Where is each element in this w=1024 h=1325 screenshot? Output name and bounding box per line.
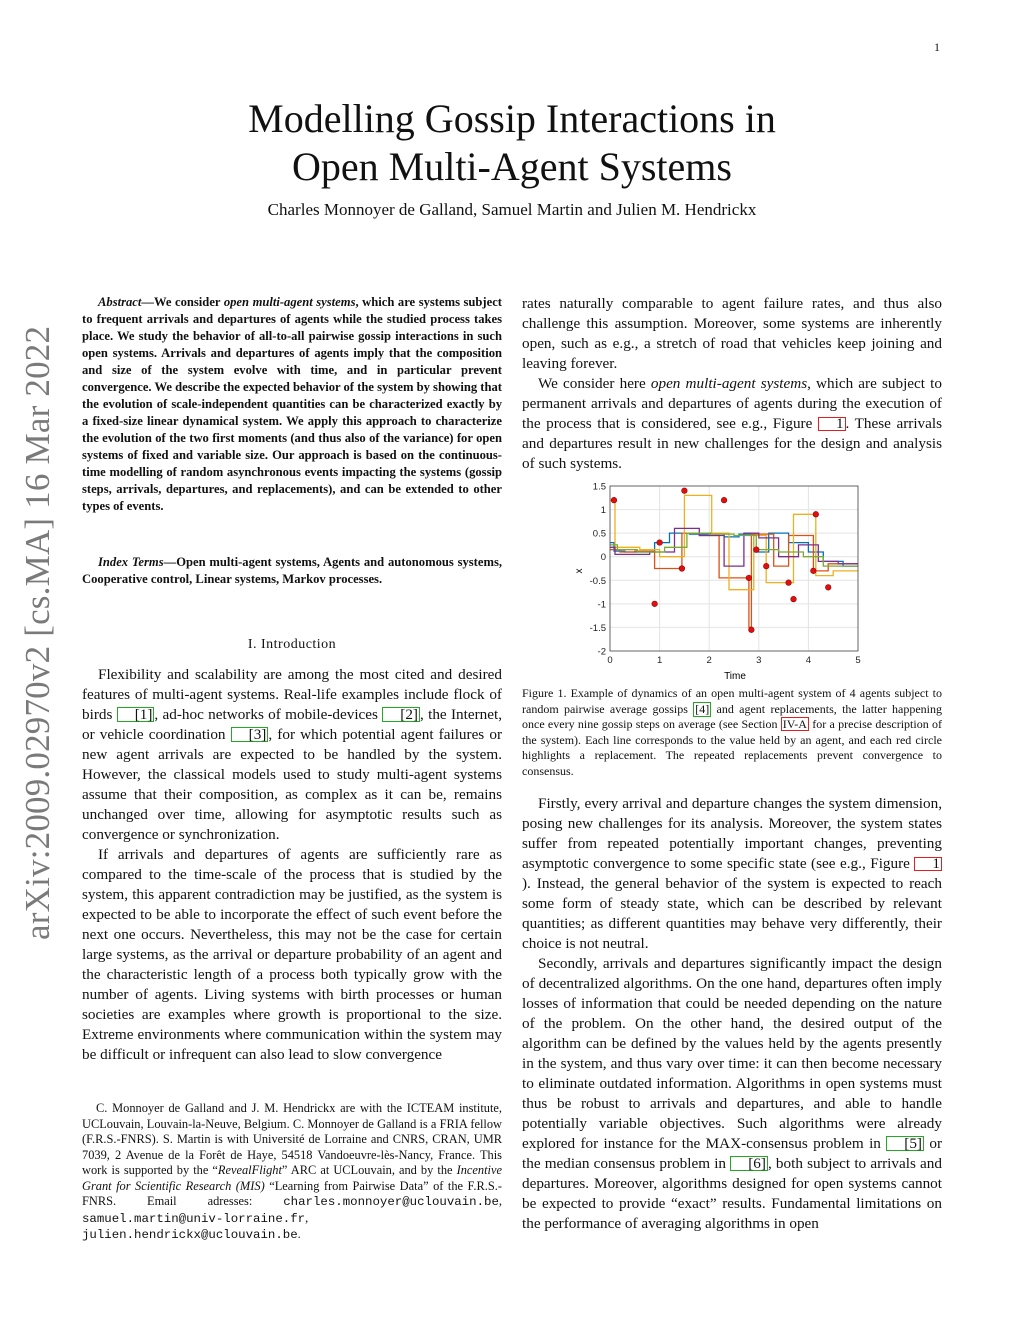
right-paragraph-2 [522, 374, 942, 474]
abstract-text: , which are systems subject to frequent arrivals and departures of agents while the studied process takes place. We study the behavior of all-to-all pairwise gossip interactions in such open systems. Arrivals and departures of agents imply that the composition and size of the system evolve with time, and in particular prevent convergence. We describe the expected behavior of the system by showing that the evolution of scale-independent quantities can be characterized exactly by a fixed-size linear dynamical system. We apply this approach to characterize the evolution of the two first moments (and thus also of the variance) for open systems of fixed and variable size. Our approach is based on the continuous-time modelling of random asynchronous events impacting the systems (gossip steps, arrivals, departures, and replacements), and can be extended to other types of events. [82, 295, 502, 513]
replacement-marker [721, 497, 727, 503]
abstract-dash: —We consider [141, 295, 224, 309]
figure-1-caption [522, 686, 942, 779]
right-p3-b: ). Instead, the general behavior of the system is expected to reach some form of steady state, which can be described by relevant quantities; as different quantities may behave very differently, their choice is not neutral. [522, 875, 942, 952]
y-tick-label: -1.5 [589, 622, 606, 634]
intro-p1-d: , for which potential agent failures or new agent arrivals are expected to be handled by the system. However, the classical models used to study multi-agent systems assume that their composition, as complex as it can be, remains unchanged over time, allowing for asymptotic results such as convergence or synchronization. [82, 726, 502, 843]
x-tick-label: 5 [855, 655, 861, 666]
email-link-3[interactable]: julien.hendrickx@uclouvain.be [82, 1228, 298, 1242]
figure-1-chart [560, 476, 870, 691]
right-p2-b: , which are subject to permanent arrivals and departures of agents during the execution of the process that is considered, see e.g., Figure [522, 375, 942, 432]
footnote-sep-1: , [498, 1194, 502, 1208]
chart-svg [560, 476, 870, 686]
right-p2-a: We consider here [538, 375, 651, 392]
index-terms-text: —Open multi-agent systems, Agents and autonomous systems, Cooperative control, Linear systems, Markov processes. [82, 555, 502, 586]
caption-text-c: for a precise description of the system). Each line corresponds to the value held by an agent, and each red circle highlights a replacement. The repeated replacements prevent convergence to consensus. [522, 717, 942, 778]
right-p2-italic: open multi-agent systems [650, 375, 808, 392]
intro-paragraph-2: If arrivals and departures of agents are sufficiently rare as compared to the time-scale of the process that is studied by the system, this apparent contradiction may be justified, as the system is expected to be able to incorporate the effect of such event before the next one occurs. Nevertheless, this may not be the case for certain large systems, as the arrival or departure probability of an agent and the characteristic length of a process both typically grow with the number of agents. Living systems with birth processes or human societies are examples where growth is proportional to the size. Extreme environments where communication within the system may be difficult or infrequent can also lead to slow convergence [82, 846, 502, 1063]
footnote-grant: Incentive Grant for Scientific Research (MIS) [82, 1163, 502, 1193]
caption-label: Figure 1. [522, 686, 567, 700]
section-heading: I. Introduction [247, 637, 337, 652]
caption-text-a: Example of dynamics of an open multi-agent system of 4 agents subject to random pairwise average gossips [522, 686, 942, 716]
section-link-iv-a[interactable]: IV-A [782, 717, 807, 731]
right-paragraph-3 [522, 794, 942, 954]
intro-p1-a: Flexibility and scalability are among the most cited and desired features of multi-agent systems. Real-life examples include flock of birds [82, 666, 502, 723]
replacement-marker [754, 547, 760, 553]
replacement-marker [657, 540, 663, 546]
paper-title [0, 95, 1024, 191]
right-paragraph-1: rates naturally comparable to agent failure rates, and thus also challenge this assumption. Moreover, some systems are inherently open, such as e.g., a stretch of road that vehicles keep joining and leaving forever. [522, 295, 942, 372]
replacement-marker [813, 511, 819, 517]
page-number: 1 [934, 40, 940, 54]
plot-frame [610, 486, 858, 651]
author-footnote [82, 1101, 502, 1244]
chart-series [610, 495, 858, 627]
citation-link-6[interactable]: [6] [730, 1156, 768, 1171]
right-p4-b: or the median consensus problem in [522, 1135, 942, 1172]
replacement-marker [652, 601, 658, 607]
y-tick-label: -0.5 [589, 575, 606, 587]
y-tick-label: 1.5 [592, 481, 606, 493]
y-tick-label: 0 [600, 552, 606, 564]
footnote-text-3: “Learning from Pairwise Data” of the F.R.S.-FNRS. Email adresses: [82, 1178, 503, 1208]
intro-p1-c: , the Internet, or vehicle coordination [82, 706, 503, 743]
introduction-text [82, 665, 502, 1065]
x-tick-label: 4 [805, 655, 812, 666]
replacement-marker [786, 580, 792, 586]
caption-text-b: and agent replacements, the latter happening once every nine gossip steps on average (see Section [522, 701, 942, 731]
footnote-text-2: ” ARC at UCLouvain, and by the [281, 1163, 457, 1177]
abstract [82, 294, 502, 515]
y-tick-label: -1 [597, 599, 606, 611]
abstract-label: Abstract [98, 295, 142, 309]
right-p4-a: Secondly, arrivals and departures significantly impact the design of decentralized algorithms. On the one hand, departures often imply losses of information that could be needed depending on the nature of the problem. On the other hand, the desired output of the algorithm can be defined by the values held by the agents presently in the system, and thus vary over time: it can then become necessary to eliminate outdated information. Algorithms in open systems must thus be robust to arrivals and departures, and able to handle potentially variable objectives. Such algorithms were already explored for instance for the MAX-consensus problem in [522, 955, 942, 1152]
x-axis-label: Time [724, 671, 746, 682]
footnote-text: C. Monnoyer de Galland and J. M. Hendrickx are with the ICTEAM institute, UCLouvain, Louvain-la-Neuve, Belgium. C. Monnoyer de Galland is a FRIA fellow (F.R.S.-FNRS). S. Martin is with Université de Lorraine and CNRS, CRAN, UMR 7039, 2 Avenue de la Forêt de Haye, 54518 Vandoeuvre-lès-Nancy, France. This work is supported by the “ [82, 1101, 502, 1177]
citation-link-5[interactable]: [5] [886, 1136, 924, 1151]
title-line-1: Modelling Gossip Interactions in [248, 96, 776, 141]
y-tick-label: -2 [597, 646, 606, 658]
x-tick-label: 2 [706, 655, 712, 666]
footnote-end: . [297, 1227, 301, 1241]
figure-link-1[interactable]: 1 [818, 417, 846, 431]
footnote-revealflight: RevealFlight [217, 1163, 282, 1177]
replacement-marker [749, 627, 755, 633]
author-list: Charles Monnoyer de Galland, Samuel Martin and Julien M. Hendrickx [267, 200, 757, 219]
intro-p1-b: , ad-hoc networks of mobile-devices [154, 706, 383, 723]
figure-link-2[interactable]: 1 [914, 857, 942, 871]
title-line-2: Open Multi-Agent Systems [292, 144, 732, 189]
replacement-marker [611, 497, 617, 503]
email-link-2[interactable]: samuel.martin@univ-lorraine.fr [82, 1211, 306, 1226]
x-tick-label: 3 [756, 655, 762, 666]
replacement-marker [791, 596, 797, 602]
replacement-marker [811, 568, 817, 574]
y-tick-label: 0.5 [592, 528, 606, 540]
right-p3-a: Firstly, every arrival and departure changes the system dimension, posing new challenges for its analysis. Moreover, the system states suffer from repeated potentially important changes, preventing asymptotic convergence to some specific state (see e.g., Figure [522, 795, 942, 872]
email-link-1[interactable]: charles.monnoyer@uclouvain.be [283, 1195, 499, 1209]
x-tick-label: 0 [607, 655, 613, 666]
right-column-top-text [522, 294, 942, 474]
y-axis-label: x [574, 568, 585, 574]
right-paragraph-4 [522, 954, 942, 1234]
citation-link-1[interactable]: [1] [117, 707, 155, 722]
y-tick-label: 1 [600, 505, 606, 517]
arxiv-identifier[interactable]: arXiv:2009.02970v2 [cs.MA] 16 Mar 2022 [18, 325, 57, 940]
replacement-marker [825, 585, 831, 591]
x-tick-label: 1 [656, 655, 663, 666]
intro-paragraph-1 [82, 665, 502, 845]
replacement-marker [682, 488, 688, 494]
right-p4-c: , both subject to arrivals and departures. Moreover, algorithms designed for open systems cannot be expected to provide “exact” results. Fundamental limitations on the performance of averaging algorithms in open [522, 1155, 942, 1232]
footnote-sep-2: , [305, 1210, 309, 1225]
right-p2-c: . These arrivals and departures result in new challenges for the design and analysis of such systems. [522, 415, 943, 472]
replacement-marker [746, 575, 752, 581]
index-terms [82, 554, 502, 588]
citation-link-3[interactable]: [3] [231, 727, 269, 742]
citation-link-4[interactable]: [4] [695, 701, 710, 716]
replacement-marker [763, 563, 769, 569]
abstract-italic: open multi-agent systems [223, 295, 356, 309]
replacement-marker [679, 566, 685, 572]
chart-grid [610, 486, 858, 651]
citation-link-2[interactable]: [2] [382, 707, 420, 722]
index-terms-label: Index Terms [98, 555, 164, 569]
right-column-bottom-text [522, 794, 942, 1234]
